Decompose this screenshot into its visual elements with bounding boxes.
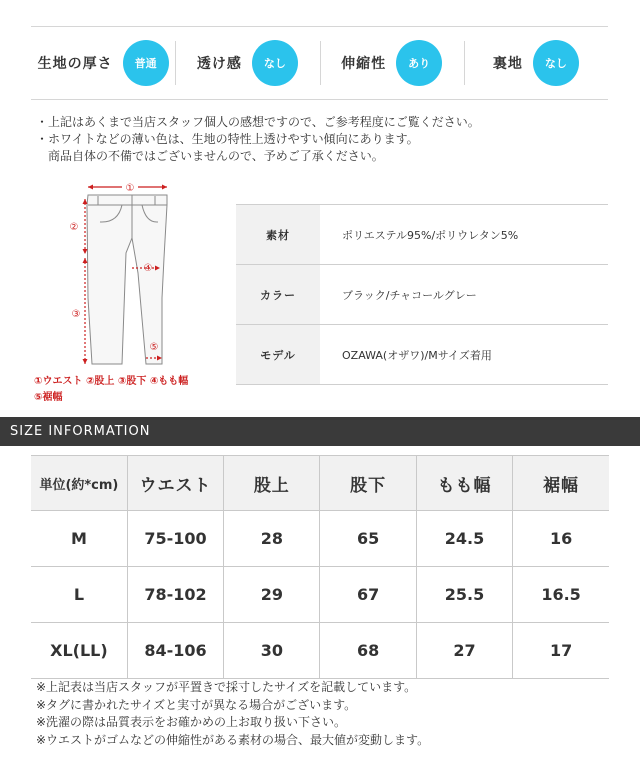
attribute-badge: なし: [252, 40, 298, 86]
note-line: ※上記表は当店スタッフが平置きで採寸したサイズを記載しています。: [36, 680, 417, 694]
table-row: [31, 567, 609, 623]
size-notes: [36, 679, 429, 749]
note-line: 商品自体の不備ではございませんので、予めご了承ください。: [48, 149, 384, 163]
table-cell: 17: [513, 623, 609, 679]
table-cell: 78-102: [127, 567, 223, 623]
size-table: [31, 455, 609, 679]
spec-row-model: [236, 325, 608, 385]
spec-value: ブラック/チャコールグレー: [320, 265, 608, 325]
pants-measurement-diagram: [30, 178, 230, 378]
table-cell: 28: [224, 511, 320, 567]
spec-key: 素材: [236, 205, 320, 265]
fabric-attributes-bar: [31, 26, 608, 100]
legend-line: ⑤裾幅: [34, 392, 63, 403]
column-header-hem: 裾幅: [513, 456, 609, 511]
table-cell: 65: [320, 511, 416, 567]
table-cell: 67: [320, 567, 416, 623]
attribute-transparency: [175, 27, 319, 99]
note-line: ・ホワイトなどの薄い色は、生地の特性上透けやすい傾向にあります。: [36, 132, 419, 146]
spec-value: OZAWA(オザワ)/Mサイズ着用: [320, 325, 608, 385]
size-label: L: [31, 567, 127, 623]
attribute-label: 生地の厚さ: [37, 56, 113, 72]
column-header-waist: ウエスト: [127, 456, 223, 511]
spec-key: モデル: [236, 325, 320, 385]
diagram-legend: [34, 374, 188, 406]
table-cell: 25.5: [416, 567, 512, 623]
table-cell: 16: [513, 511, 609, 567]
note-line: ※タグに書かれたサイズと実寸が異なる場合がございます。: [36, 697, 357, 712]
column-header-rise: 股上: [224, 456, 320, 511]
size-information-title: SIZE INFORMATION: [10, 424, 151, 439]
column-header-inseam: 股下: [320, 456, 416, 511]
table-cell: 68: [320, 623, 416, 679]
note-line: ※ウエストがゴムなどの伸縮性がある素材の場合、最大値が変動します。: [36, 732, 430, 747]
attribute-badge: 普通: [123, 40, 169, 86]
size-label: M: [31, 511, 127, 567]
size-label: XL(LL): [31, 623, 127, 679]
marker-hem: ⑤: [149, 342, 159, 353]
attribute-notes: [36, 114, 480, 165]
table-row: [31, 623, 609, 679]
table-cell: 29: [224, 567, 320, 623]
size-information-header: [0, 417, 640, 446]
attribute-badge: あり: [396, 40, 442, 86]
table-cell: 27: [416, 623, 512, 679]
attribute-thickness: [31, 27, 175, 99]
table-cell: 75-100: [127, 511, 223, 567]
spec-row-material: [236, 205, 608, 265]
spec-key: カラー: [236, 265, 320, 325]
attribute-stretch: [320, 27, 464, 99]
spec-value: ポリエステル95%/ポリウレタン5%: [320, 205, 608, 265]
marker-thigh: ④: [143, 263, 153, 274]
table-cell: 24.5: [416, 511, 512, 567]
pants-illustration: [87, 195, 167, 364]
attribute-label: 透け感: [196, 56, 242, 72]
attribute-label: 裏地: [492, 56, 523, 72]
attribute-badge: なし: [533, 40, 579, 86]
table-cell: 84-106: [127, 623, 223, 679]
column-header-unit: 単位(約*cm): [31, 456, 127, 511]
size-table-header-row: [31, 456, 609, 511]
marker-rise: ②: [69, 222, 79, 233]
attribute-label: 伸縮性: [341, 56, 387, 72]
table-cell: 30: [224, 623, 320, 679]
table-row: [31, 511, 609, 567]
column-header-thigh: もも幅: [416, 456, 512, 511]
table-cell: 16.5: [513, 567, 609, 623]
marker-inseam: ③: [71, 309, 81, 320]
attribute-lining: [464, 27, 608, 99]
legend-line: ①ウエスト ②股上 ③股下 ④もも幅: [34, 376, 189, 387]
marker-waist: ①: [125, 183, 135, 194]
spec-row-color: [236, 265, 608, 325]
product-spec-table: [236, 204, 608, 385]
note-line: ※洗濯の際は品質表示をお確かめの上お取り扱い下さい。: [36, 715, 347, 729]
note-line: ・上記はあくまで当店スタッフ個人の感想ですので、ご参考程度にご覧ください。: [36, 115, 480, 129]
